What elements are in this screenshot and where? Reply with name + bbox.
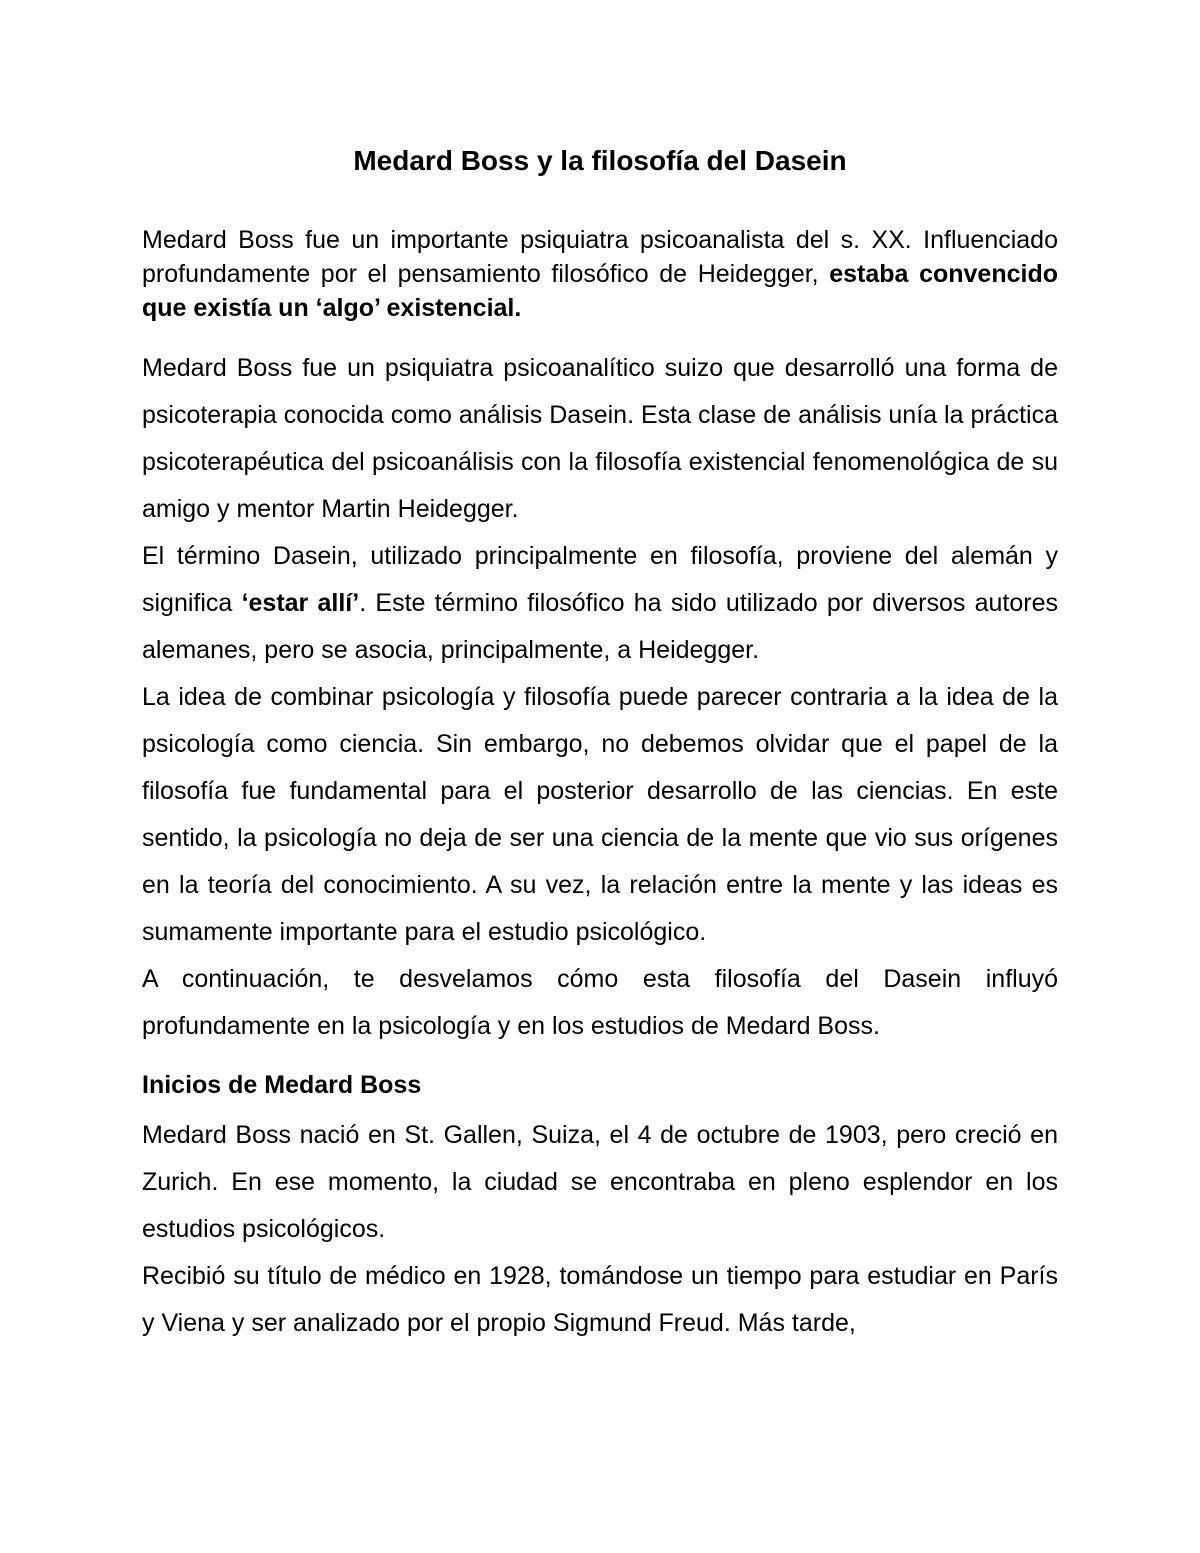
paragraph-psychology-philosophy: La idea de combinar psicología y filosofía puede parecer contraria a la idea de la psicología como ciencia. Sin embargo, no debemos olvidar que el papel de la filosofía fue fundamental para el posterior desarrollo de las ciencias. En este sentido, la psicología no deja de ser una ciencia de la mente que vio sus orígenes en la teoría del conocimiento. A su vez, la relación entre la mente y las ideas es sumamente importante para el estudio psicológico. (142, 683, 1058, 946)
paragraph-dasein-analysis: Medard Boss fue un psiquiatra psicoanalítico suizo que desarrolló una forma de psicoterapia conocida como análisis Dasein. Esta clase de análisis unía la práctica psicoterapéutica del psicoanálisis con la filosofía existencial fenomenológica de su amigo y mentor Martin Heidegger. (142, 354, 1058, 523)
document-body (142, 223, 1058, 1347)
intro-paragraph (142, 223, 1058, 325)
paragraph-text: El término Dasein, utilizado principalmente en filosofía, proviene del alemán y significa (142, 542, 1058, 617)
paragraph-continuation: A continuación, te desvelamos cómo esta filosofía del Dasein influyó profundamente en la psicología y en los estudios de Medard Boss. (142, 965, 1058, 1040)
paragraph-education: Recibió su título de médico en 1928, tomándose un tiempo para estudiar en París y Viena y ser analizado por el propio Sigmund Freud. Más tarde, (142, 1262, 1058, 1337)
section-heading: Inicios de Medard Boss (142, 1071, 422, 1099)
document-title: Medard Boss y la filosofía del Dasein (353, 145, 847, 176)
intro-text: Medard Boss fue un importante psiquiatra psicoanalista del s. XX. Influenciado profundamente por el pensamiento filosófico de Heidegger, (142, 226, 1058, 288)
bold-term: ‘estar allí’ (241, 589, 360, 617)
intro-bold-text: estaba convencido que existía un ‘algo’ existencial. (142, 260, 1058, 322)
paragraph-birth: Medard Boss nació en St. Gallen, Suiza, el 4 de octubre de 1903, pero creció en Zurich. En ese momento, la ciudad se encontraba en pleno esplendor en los estudios psicológicos. (142, 1121, 1058, 1243)
paragraph-dasein-term (142, 533, 1058, 674)
paragraph-text: . Este término filosófico ha sido utilizado por diversos autores alemanes, pero se asocia, principalmente, a Heidegger. (142, 589, 1058, 664)
